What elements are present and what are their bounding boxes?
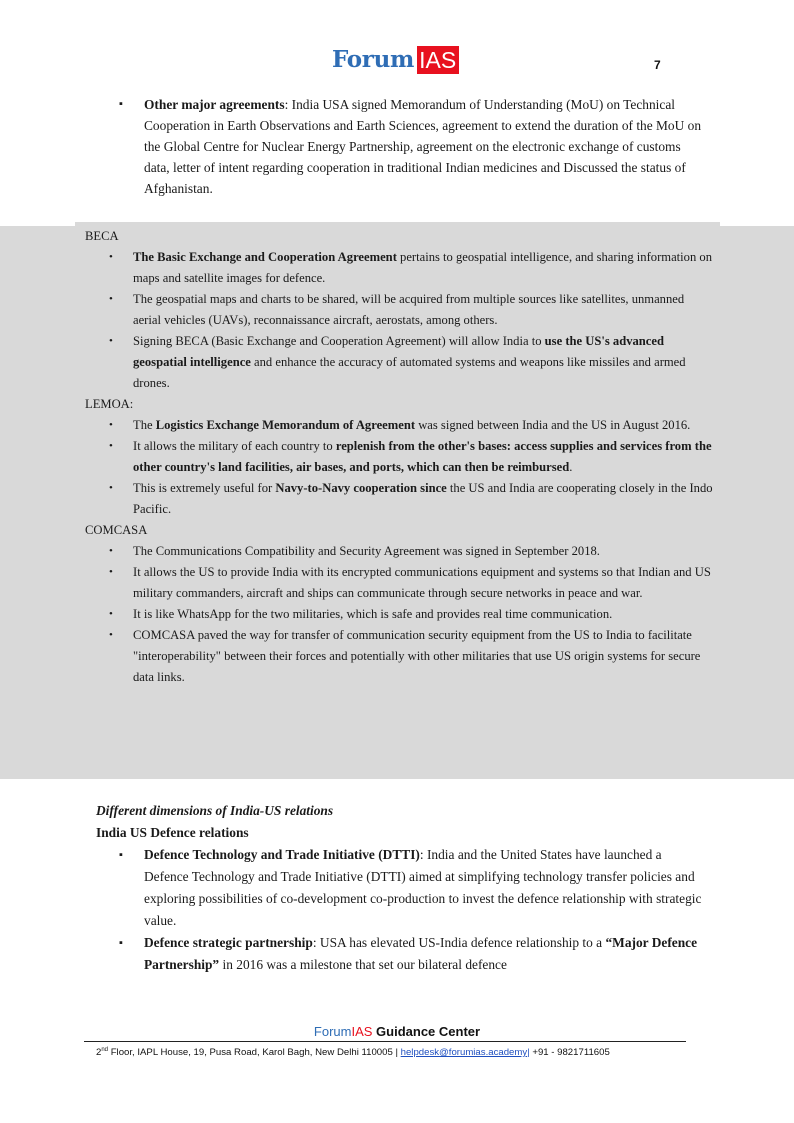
item-text: It allows the US to provide India with its encrypted communications equipment and systems so that Indian and US military commanders, aircraft and ships can communicate through secure networks in peace and war. (133, 565, 711, 600)
page-header (0, 44, 794, 76)
lower-section (96, 800, 706, 976)
item-text: and enhance the accuracy of automated systems and weapons like missiles and armed drones. (133, 355, 686, 390)
bold-text: “Major Defence Partnership” (144, 935, 698, 972)
footer-brand-suffix: Guidance Center (372, 1024, 481, 1039)
bold-text: Navy-to-Navy cooperation since (275, 481, 447, 495)
defence-relations-list (119, 844, 706, 976)
address-sup: nd (101, 1047, 109, 1053)
bullet-icon: • (109, 545, 113, 557)
footer-brand (0, 1024, 794, 1040)
bullet-icon: ▪ (119, 98, 123, 110)
forumias-logo (332, 46, 459, 74)
list-item (109, 478, 715, 520)
bold-text: Defence Technology and Trade Initiative (DTTI) (144, 847, 420, 862)
top-section (119, 94, 704, 199)
list-item (119, 932, 706, 976)
phone-number: +91 - 9821711605 (529, 1047, 610, 1059)
footer-address (96, 1044, 696, 1059)
item-bold-lead: Other major agreements (144, 97, 285, 112)
bullet-icon: • (109, 440, 113, 452)
item-text: : USA has elevated US-India defence relationship to a (312, 935, 606, 950)
list-item (119, 844, 706, 932)
page-number: 7 (654, 58, 661, 72)
item-text: Signing BECA (Basic Exchange and Cooperation Agreement) will allow India to (133, 334, 545, 348)
item-text: The geospatial maps and charts to be shared, will be acquired from multiple sources like satellites, unmanned aerial vehicles (UAVs), reconnaissance aircraft, aerostats, among others. (133, 292, 685, 327)
beca-list (109, 247, 715, 394)
top-bullet-list (119, 94, 704, 199)
item-text: This is extremely useful for (133, 481, 276, 495)
section-label-comcasa: COMCASA (85, 523, 148, 537)
item-text: pertains to geospatial intelligence, and sharing information on maps and satellite images for defence. (133, 250, 712, 285)
comcasa-list (109, 541, 715, 688)
item-text: : India USA signed Memorandum of Understanding (MoU) on Technical Cooperation in Earth Observations and Earth Sciences, agreement to extend the duration of the MoU on the Global Centre for Nuclear Energy Partnership, agreement on the electronic exchange of customs data, letter of intent regarding cooperation in traditional Indian medicines and Discussed the status of Afghanistan. (144, 97, 702, 196)
list-item (109, 541, 715, 562)
item-text: the US and India are cooperating closely in the Indo Pacific. (133, 481, 713, 516)
item-text: in 2016 was a milestone that set our bilateral defence (219, 957, 507, 972)
agreements-box-content (85, 226, 715, 688)
section-label-beca: BECA (85, 229, 119, 243)
section-subtitle: Different dimensions of India-US relations (96, 803, 334, 818)
address-text: Floor, IAPL House, 19, Pusa Road, Karol Bagh, New Delhi 110005 | (108, 1047, 401, 1059)
bold-text: The Basic Exchange and Cooperation Agreement (133, 250, 397, 264)
list-item (109, 604, 715, 625)
list-item (109, 436, 715, 478)
item-text: The Communications Compatibility and Security Agreement was signed in September 2018. (133, 544, 600, 558)
footer-brand-forum: Forum (313, 1024, 352, 1039)
item-text: was signed between India and the US in August 2016. (415, 418, 691, 432)
list-item (109, 331, 715, 394)
bullet-icon: • (109, 419, 113, 431)
item-text: It allows the military of each country to (133, 439, 336, 453)
bold-text: use the US's advanced geospatial intelligence (133, 334, 664, 369)
bullet-icon: ▪ (119, 937, 123, 949)
bullet-icon: • (109, 566, 113, 578)
bullet-icon: • (109, 629, 113, 641)
bullet-icon: • (109, 293, 113, 305)
bullet-icon: • (109, 482, 113, 494)
email-link[interactable]: helpdesk@forumias.academy (400, 1047, 528, 1059)
bullet-icon: ▪ (119, 849, 123, 861)
list-item (109, 415, 715, 436)
list-item (109, 247, 715, 289)
bold-text: Defence strategic partnership (144, 935, 313, 950)
item-text: The (133, 418, 156, 432)
page-footer (0, 1024, 794, 1059)
address-floor: 2 (96, 1047, 102, 1059)
list-item (109, 289, 715, 331)
bullet-icon: • (109, 251, 113, 263)
section-label-lemoa: LEMOA: (85, 397, 134, 411)
item-text: : India and the United States have launched a Defence Technology and Trade Initiative (DTTI) aimed at simplifying technology transfer policies and exploring possibilities of co-development co-production to invest the defence relationship with strategic value. (144, 847, 702, 928)
bullet-icon: • (109, 608, 113, 620)
bullet-icon: • (109, 335, 113, 347)
footer-brand-ias: IAS (351, 1024, 373, 1039)
item-text: It is like WhatsApp for the two militaries, which is safe and provides real time communication. (133, 607, 613, 621)
item-text: COMCASA paved the way for transfer of communication security equipment from the US to India to facilitate "interoperability" between their forces and potentially with other militaries that use US origin systems for secure data links. (133, 628, 701, 684)
section-heading: India US Defence relations (96, 825, 249, 840)
logo-forum-text: Forum (332, 46, 415, 73)
list-item (109, 625, 715, 688)
item-text: . (569, 460, 573, 474)
logo-ias-text: IAS (417, 46, 459, 74)
list-item (109, 562, 715, 604)
list-item (119, 94, 704, 199)
bold-text: Logistics Exchange Memorandum of Agreement (155, 418, 416, 432)
email-link-suffix[interactable]: | (527, 1047, 530, 1059)
lemoa-list (109, 415, 715, 520)
bold-text: replenish from the other's bases: access supplies and services from the other country's land facilities, air bases, and ports, which can then be reimbursed (133, 439, 712, 474)
footer-divider (84, 1041, 686, 1042)
